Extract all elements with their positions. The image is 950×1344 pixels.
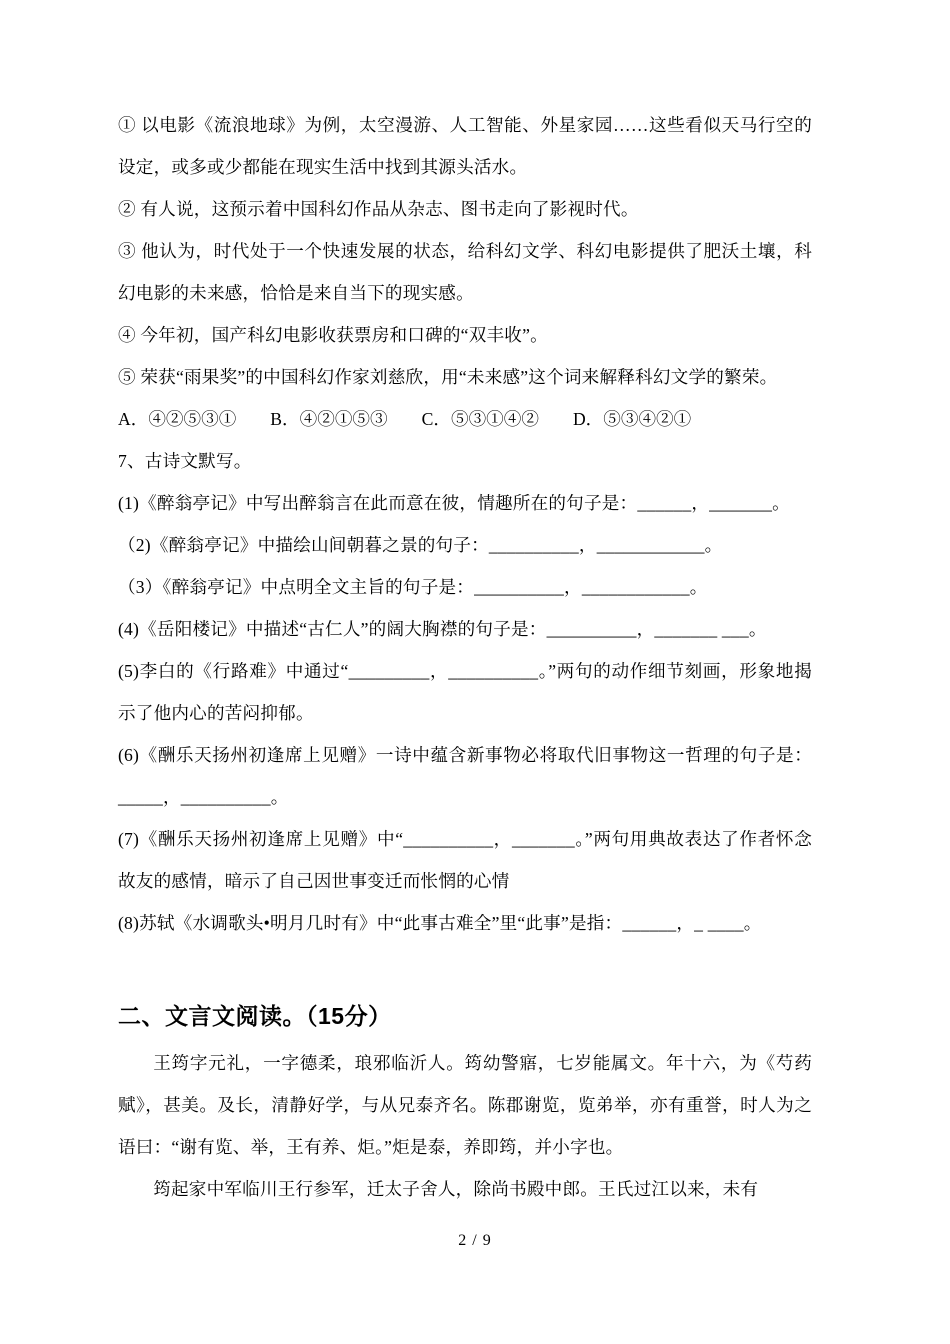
option-c-value: ⑤③①④②: [450, 409, 539, 429]
dictation-item-6: (6)《酬乐天扬州初逢席上见赠》一诗中蕴含新事物必将取代旧事物这一哲理的句子是：_____，__________。: [118, 745, 812, 807]
option-d-value: ⑤③④②①: [603, 409, 692, 429]
classical-paragraph-2: 筠起家中军临川王行参军，迁太子舍人，除尚书殿中郎。王氏过江以来，未有: [153, 1179, 759, 1199]
option-b-label: B．: [270, 409, 300, 429]
option-a-value: ④②⑤③①: [148, 409, 237, 429]
page-footer: 2 / 9: [458, 1232, 492, 1249]
option-b[interactable]: [270, 409, 387, 429]
option-b-value: ④②①⑤③: [299, 409, 388, 429]
dictation-item-3: （3）《醉翁亭记》中点明全文主旨的句子是：__________，____________。: [118, 577, 708, 597]
option-c-label: C．: [421, 409, 451, 429]
ordering-statement-1: ① 以电影《流浪地球》为例，太空漫游、人工智能、外星家园……这些看似天马行空的设定，或多或少都能在现实生活中找到其源头活水。: [118, 115, 812, 177]
option-d[interactable]: [573, 409, 691, 429]
dictation-item-7: (7)《酬乐天扬州初逢席上见赠》中“__________，_______。”两句用典故表达了作者怀念故友的感情，暗示了自己因世事变迁而怅惘的心情: [118, 829, 812, 891]
dictation-item-1: (1)《醉翁亭记》中写出醉翁言在此而意在彼，情趣所在的句子是：______，_______。: [118, 493, 790, 513]
dictation-item-8: (8)苏轼《水调歌头•明月几时有》中“此事古难全”里“此事”是指：______，_ ____。: [118, 913, 762, 933]
ordering-statement-3: ③ 他认为，时代处于一个快速发展的状态，给科幻文学、科幻电影提供了肥沃土壤，科幻电影的未来感，恰恰是来自当下的现实感。: [118, 241, 812, 303]
dictation-question-title: 7、古诗文默写。: [118, 451, 252, 471]
section-gap: [118, 944, 812, 996]
option-a[interactable]: [118, 409, 236, 429]
option-a-label: A．: [118, 409, 149, 429]
ordering-statement-5: ⑤ 荣获“雨果奖”的中国科幻作家刘慈欣，用“未来感”这个词来解释科幻文学的繁荣。: [118, 367, 778, 387]
classical-paragraph-1: 王筠字元礼，一字德柔，琅邪临沂人。筠幼警寤，七岁能属文。年十六，为《芍药赋》，甚美。及长，清静好学，与从兄泰齐名。陈郡谢览，览弟举，亦有重誉，时人为之语曰：“谢有览、举，王有养、炬。”炬是泰，养即筠，并小字也。: [118, 1053, 812, 1157]
option-d-label: D．: [572, 409, 604, 429]
classical-reading-heading: 二、文言文阅读。（15分）: [118, 1003, 392, 1029]
option-c[interactable]: [422, 409, 539, 429]
dictation-item-5: (5)李白的《行路难》中通过“_________，__________。”两句的动作细节刻画，形象地揭示了他内心的苦闷抑郁。: [118, 661, 812, 723]
dictation-item-4: (4)《岳阳楼记》中描述“古仁人”的阔大胸襟的句子是：__________，_______ ___。: [118, 619, 767, 639]
page-content: [118, 104, 812, 1210]
dictation-item-2: （2)《醉翁亭记》中描绘山间朝暮之景的句子：__________，____________。: [118, 535, 723, 555]
ordering-statement-2: ② 有人说，这预示着中国科幻作品从杂志、图书走向了影视时代。: [118, 199, 639, 219]
ordering-statement-4: ④ 今年初，国产科幻电影收获票房和口碑的“双丰收”。: [118, 325, 548, 345]
ordering-options-row: [118, 398, 812, 440]
